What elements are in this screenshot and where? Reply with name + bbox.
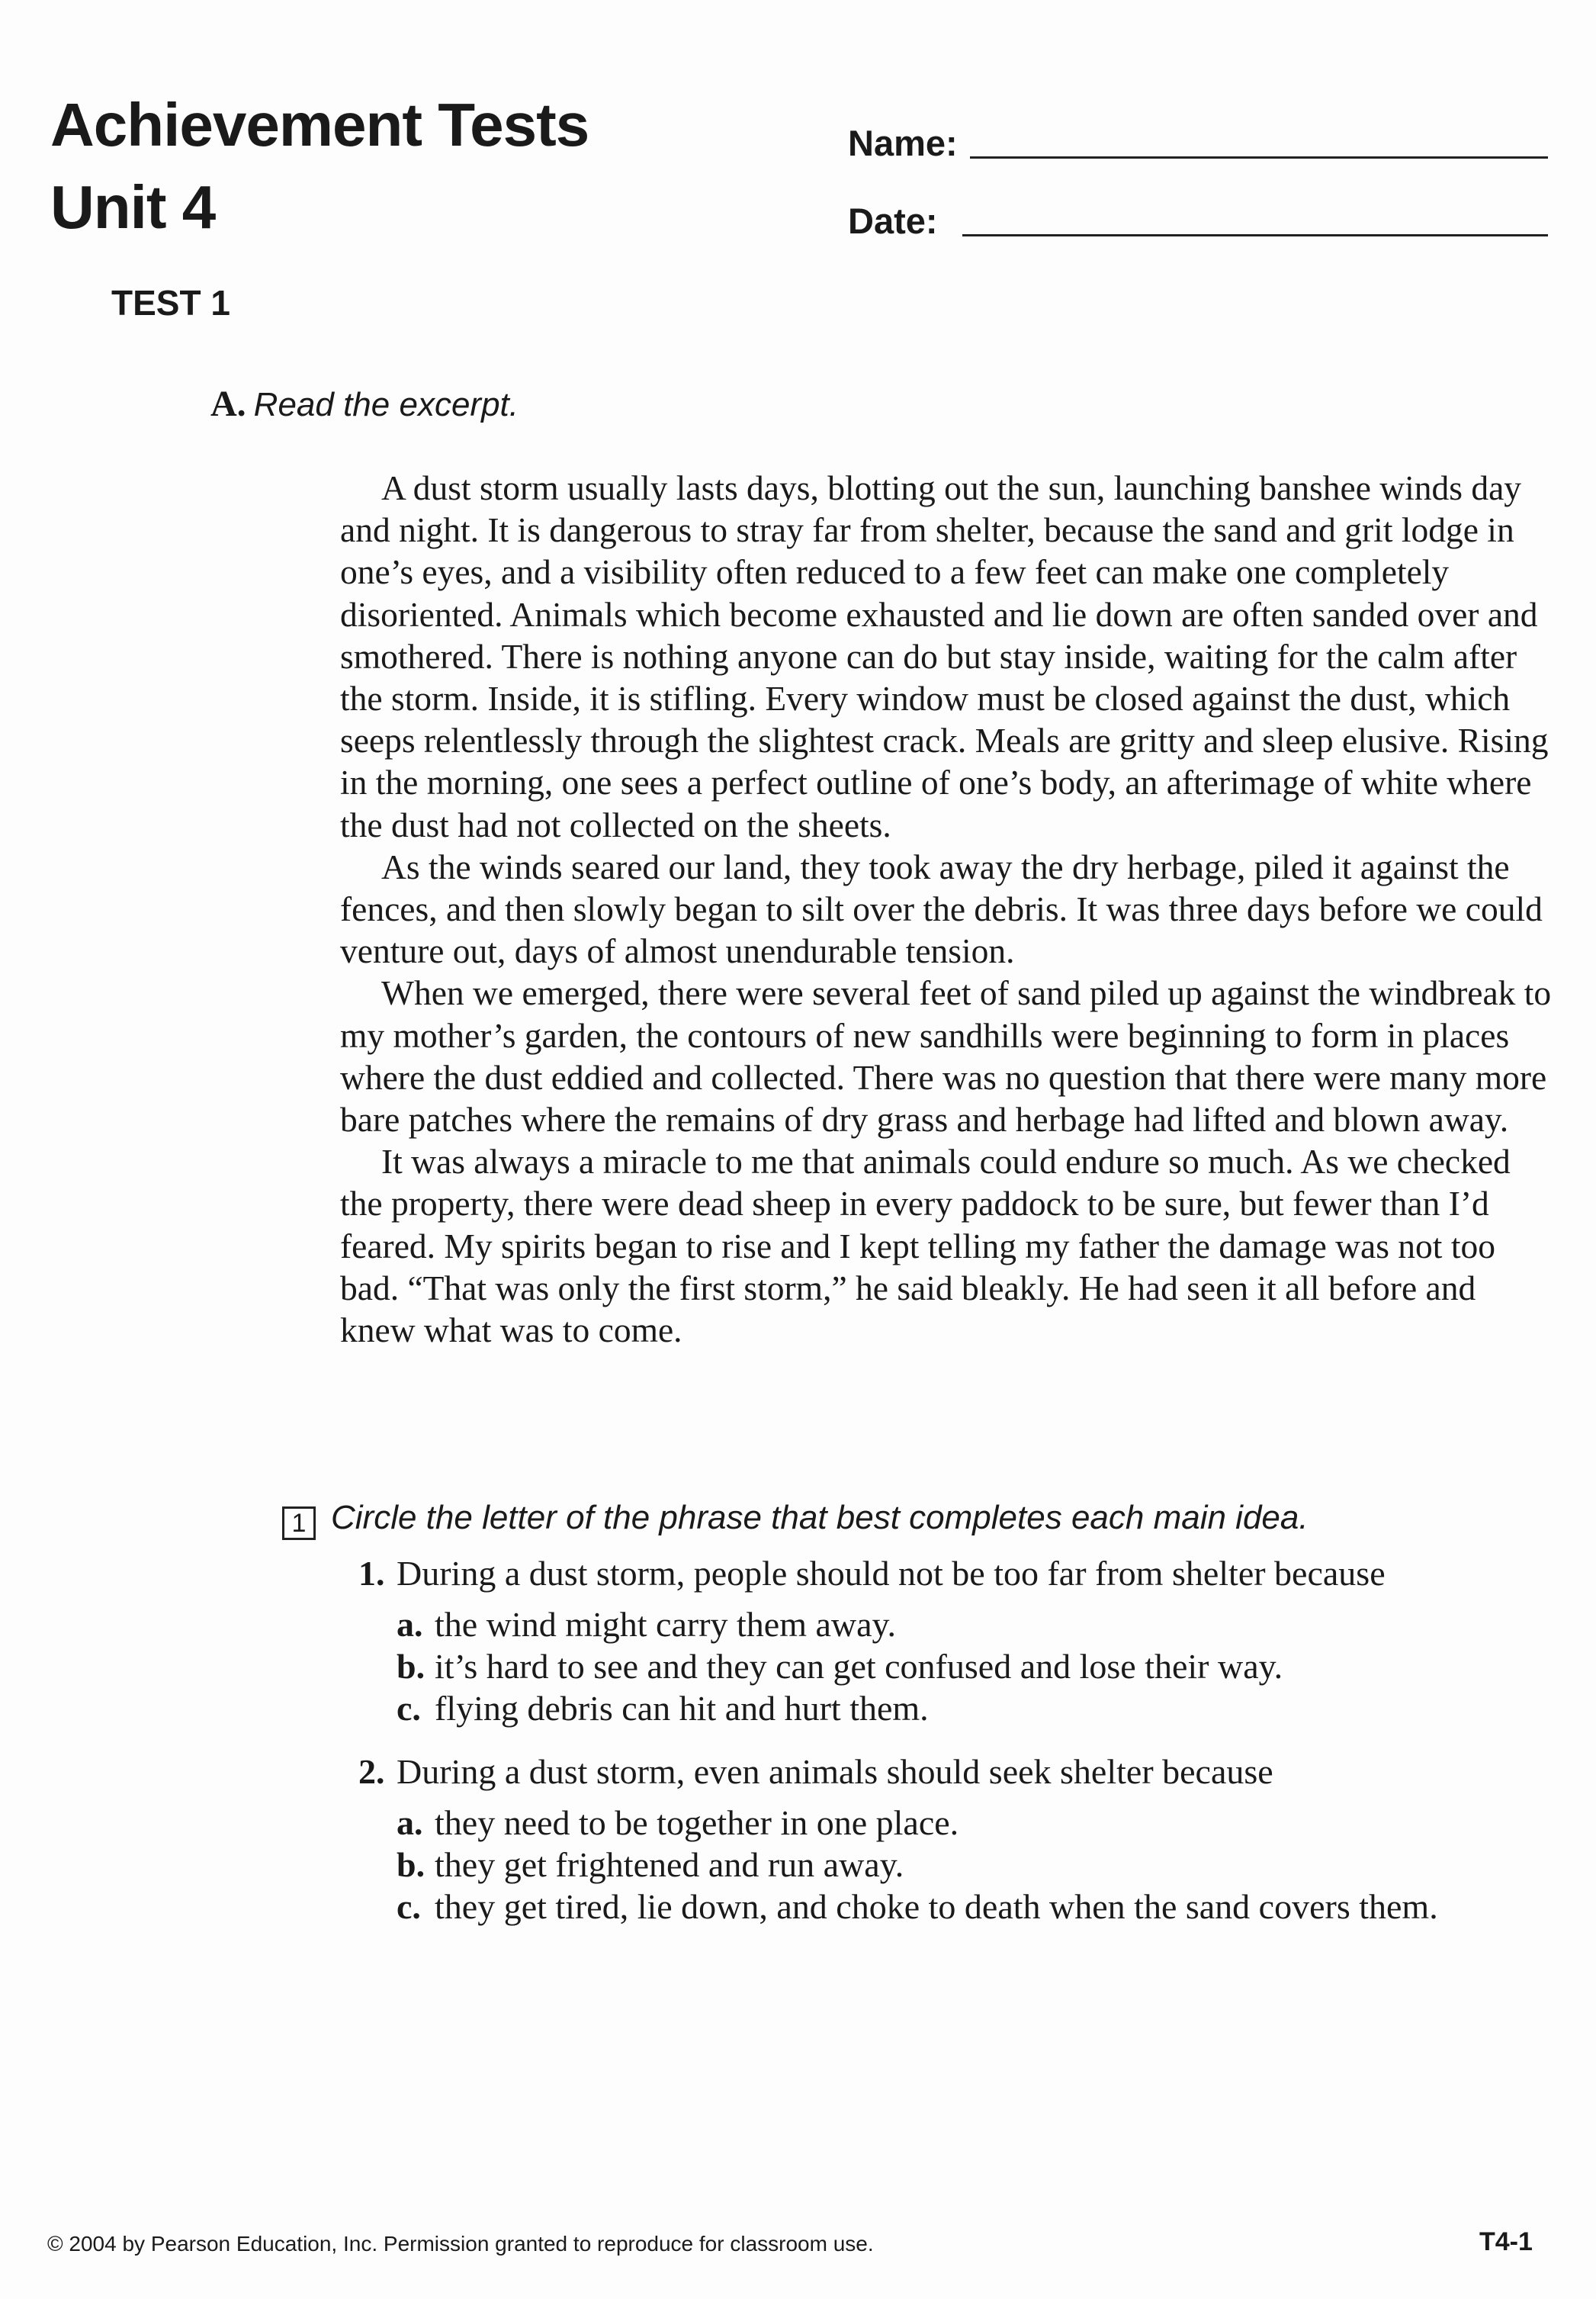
title-achievement-tests: Achievement Tests	[50, 91, 589, 159]
name-blank-line[interactable]	[970, 156, 1548, 159]
option-text: flying debris can hit and hurt them.	[435, 1689, 929, 1728]
section-a-letter: A.	[210, 384, 246, 424]
passage-paragraph: When we emerged, there were several feet of sand piled up against the windbreak to my mother’s garden, the contours of new sandhills were beginning to form in places where the dust eddied and collected. There was no question that there were many more bare patches where the remains of dry grass and herbage had lifted and blown away.	[340, 973, 1552, 1140]
name-label: Name:	[848, 123, 958, 163]
answer-option-b[interactable]	[397, 1645, 1386, 1687]
option-text: they get frightened and run away.	[435, 1845, 904, 1884]
exercise-instruction-text: Circle the letter of the phrase that best completes each main idea.	[331, 1499, 1309, 1536]
copyright-footer: © 2004 by Pearson Education, Inc. Permission granted to reproduce for classroom use.	[47, 2232, 874, 2256]
date-field	[848, 200, 938, 242]
question-2	[358, 1751, 1438, 1928]
answer-option-a[interactable]	[397, 1802, 1438, 1844]
question-number: 1.	[358, 1554, 385, 1593]
date-label: Date:	[848, 201, 938, 241]
answer-option-c[interactable]	[397, 1687, 1386, 1729]
excerpt-passage	[340, 467, 1553, 1351]
date-blank-line[interactable]	[962, 234, 1548, 236]
passage-paragraph: A dust storm usually lasts days, blotting out the sun, launching banshee winds day and night. It is dangerous to stray far from shelter, because the sand and grit lodge in one’s eyes, and a visibility often reduced to a few feet can make one completely disoriented. Animals which become exhausted and lie down are often sanded over and smothered. There is nothing anyone can do but stay inside, waiting for the calm after the storm. Inside, it is stifling. Every window must be closed against the dust, which seeps relentlessly through the slightest crack. Meals are gritty and sleep elusive. Rising in the morning, one sees a perfect outline of one’s body, an afterimage of white where the dust had not collected on the sheets.	[340, 468, 1549, 844]
exercise-1-instruction	[282, 1499, 1309, 1540]
passage-paragraph: As the winds seared our land, they took away the dry herbage, piled it against the fences, and then slowly began to silt over the debris. It was three days before we could venture out, days of almost unendurable tension.	[340, 847, 1543, 971]
option-letter[interactable]: b.	[397, 1845, 425, 1884]
title-unit: Unit 4	[50, 173, 216, 241]
answer-option-c[interactable]	[397, 1886, 1438, 1928]
answer-option-a[interactable]	[397, 1603, 1386, 1645]
option-letter[interactable]: c.	[397, 1689, 421, 1728]
passage-paragraph: It was always a miracle to me that animals could endure so much. As we checked the property, there were dead sheep in every paddock to be sure, but fewer than I’d feared. My spirits began to rise and I kept telling my father the damage was not too bad. “That was only the first storm,” he said bleakly. He had seen it all before and knew what was to come.	[340, 1142, 1511, 1350]
option-letter[interactable]: a.	[397, 1803, 423, 1842]
question-stem: During a dust storm, even animals should seek shelter because	[397, 1752, 1273, 1791]
exercise-number-box: 1	[282, 1506, 316, 1540]
section-a-heading	[210, 383, 519, 425]
answer-option-b[interactable]	[397, 1844, 1438, 1886]
question-1	[358, 1552, 1386, 1729]
option-text: it’s hard to see and they can get confused and lose their way.	[435, 1647, 1283, 1686]
test-label: TEST 1	[111, 283, 230, 323]
option-text: they need to be together in one place.	[435, 1803, 959, 1842]
option-letter[interactable]: b.	[397, 1647, 425, 1686]
option-letter[interactable]: a.	[397, 1605, 423, 1644]
option-text: the wind might carry them away.	[435, 1605, 897, 1644]
option-letter[interactable]: c.	[397, 1887, 421, 1926]
name-field	[848, 122, 958, 164]
option-text: they get tired, lie down, and choke to death when the sand covers them.	[435, 1887, 1438, 1926]
question-number: 2.	[358, 1752, 385, 1791]
page-number: T4-1	[1479, 2227, 1533, 2256]
section-a-instruction: Read the excerpt.	[253, 386, 519, 423]
question-stem: During a dust storm, people should not be too far from shelter because	[397, 1554, 1386, 1593]
